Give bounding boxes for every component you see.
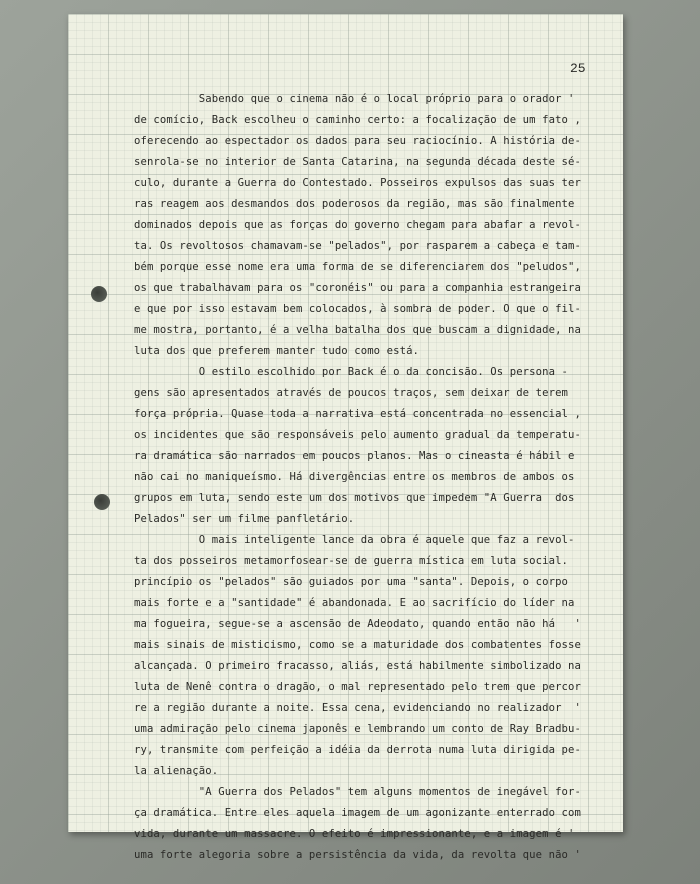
text-line: ra dramática são narrados em poucos planos. Mas o cineasta é hábil e bbox=[134, 450, 575, 462]
text-line: força própria. Quase toda a narrativa está concentrada no essencial , bbox=[134, 408, 581, 420]
text-line: luta de Nenê contra o dragão, o mal representado pelo trem que percor bbox=[134, 681, 581, 693]
text-line: culo, durante a Guerra do Contestado. Posseiros expulsos das suas ter bbox=[134, 177, 581, 189]
text-line: uma forte alegoria sobre a persistência da vida, da revolta que não ' bbox=[134, 849, 581, 861]
text-line: gens são apresentados através de poucos traços, sem deixar de terem bbox=[134, 387, 569, 399]
text-line: Pelados" ser um filme panfletário. bbox=[134, 513, 355, 525]
body-text bbox=[134, 89, 614, 866]
typewritten-page bbox=[68, 14, 623, 861]
text-line: ta. Os revoltosos chamavam-se "pelados", por rasparem a cabeça e tam- bbox=[134, 240, 581, 252]
text-line: oferecendo ao espectador os dados para seu raciocínio. A história de- bbox=[134, 135, 581, 147]
text-line: Sabendo que o cinema não é o local próprio para o orador ' bbox=[134, 93, 575, 105]
text-line: mais sinais de misticismo, como se a maturidade dos combatentes fosse bbox=[134, 639, 581, 651]
text-line: vida, durante um massacre. O efeito é impressionante, e a imagem é ' bbox=[134, 828, 575, 840]
text-line: re a região durante a noite. Essa cena, evidenciando no realizador ' bbox=[134, 702, 581, 714]
text-line: O mais inteligente lance da obra é aquele que faz a revol- bbox=[134, 534, 575, 546]
text-line: me mostra, portanto, é a velha batalha dos que buscam a dignidade, na bbox=[134, 324, 581, 336]
text-line: os incidentes que são responsáveis pelo aumento gradual da temperatu- bbox=[134, 429, 581, 441]
text-line: dominados depois que as forças do governo chegam para abafar a revol- bbox=[134, 219, 581, 231]
text-line: la alienação. bbox=[134, 765, 219, 777]
text-line: "A Guerra dos Pelados" tem alguns momentos de inegável for- bbox=[134, 786, 581, 798]
text-line: alcançada. O primeiro fracasso, aliás, está habilmente simbolizado na bbox=[134, 660, 581, 672]
text-line: grupos em luta, sendo este um dos motivos que impedem "A Guerra dos bbox=[134, 492, 575, 504]
text-line: ry, transmite com perfeição a idéia da derrota numa luta dirigida pe- bbox=[134, 744, 581, 756]
text-line: ça dramática. Entre eles aquela imagem de um agonizante enterrado com bbox=[134, 807, 581, 819]
text-line: ras reagem aos desmandos dos poderosos da região, mas são finalmente bbox=[134, 198, 575, 210]
text-line: os que trabalhavam para os "coronéis" ou para a companhia estrangeira bbox=[134, 282, 581, 294]
text-line: de comício, Back escolheu o caminho certo: a focalização de um fato , bbox=[134, 114, 581, 126]
text-line: mais forte e a "santidade" é abandonada. E ao sacrifício do líder na bbox=[134, 597, 575, 609]
text-line: e que por isso estavam bem colocados, à sombra de poder. O que o fil- bbox=[134, 303, 581, 315]
text-line: bém porque esse nome era uma forma de se diferenciarem dos "peludos", bbox=[134, 261, 581, 273]
text-line: não cai no maniqueísmo. Há divergências entre os membros de ambos os bbox=[134, 471, 575, 483]
text-line: ta dos posseiros metamorfosear-se de guerra mística em luta social. bbox=[134, 555, 569, 567]
text-line: luta dos que preferem manter tudo como está. bbox=[134, 345, 420, 357]
text-line: senrola-se no interior de Santa Catarina, na segunda década deste sé- bbox=[134, 156, 581, 168]
text-line: uma admiração pelo cinema japonês e lembrando um conto de Ray Bradbu- bbox=[134, 723, 581, 735]
punch-hole-top bbox=[91, 286, 107, 302]
text-line: O estilo escolhido por Back é o da concisão. Os persona - bbox=[134, 366, 569, 378]
page-number: 25 bbox=[570, 61, 586, 76]
punch-hole-bottom bbox=[94, 494, 110, 510]
text-line: princípio os "pelados" são guiados por uma "santa". Depois, o corpo bbox=[134, 576, 569, 588]
text-line: ma fogueira, segue-se a ascensão de Adeodato, quando então não há ' bbox=[134, 618, 581, 630]
